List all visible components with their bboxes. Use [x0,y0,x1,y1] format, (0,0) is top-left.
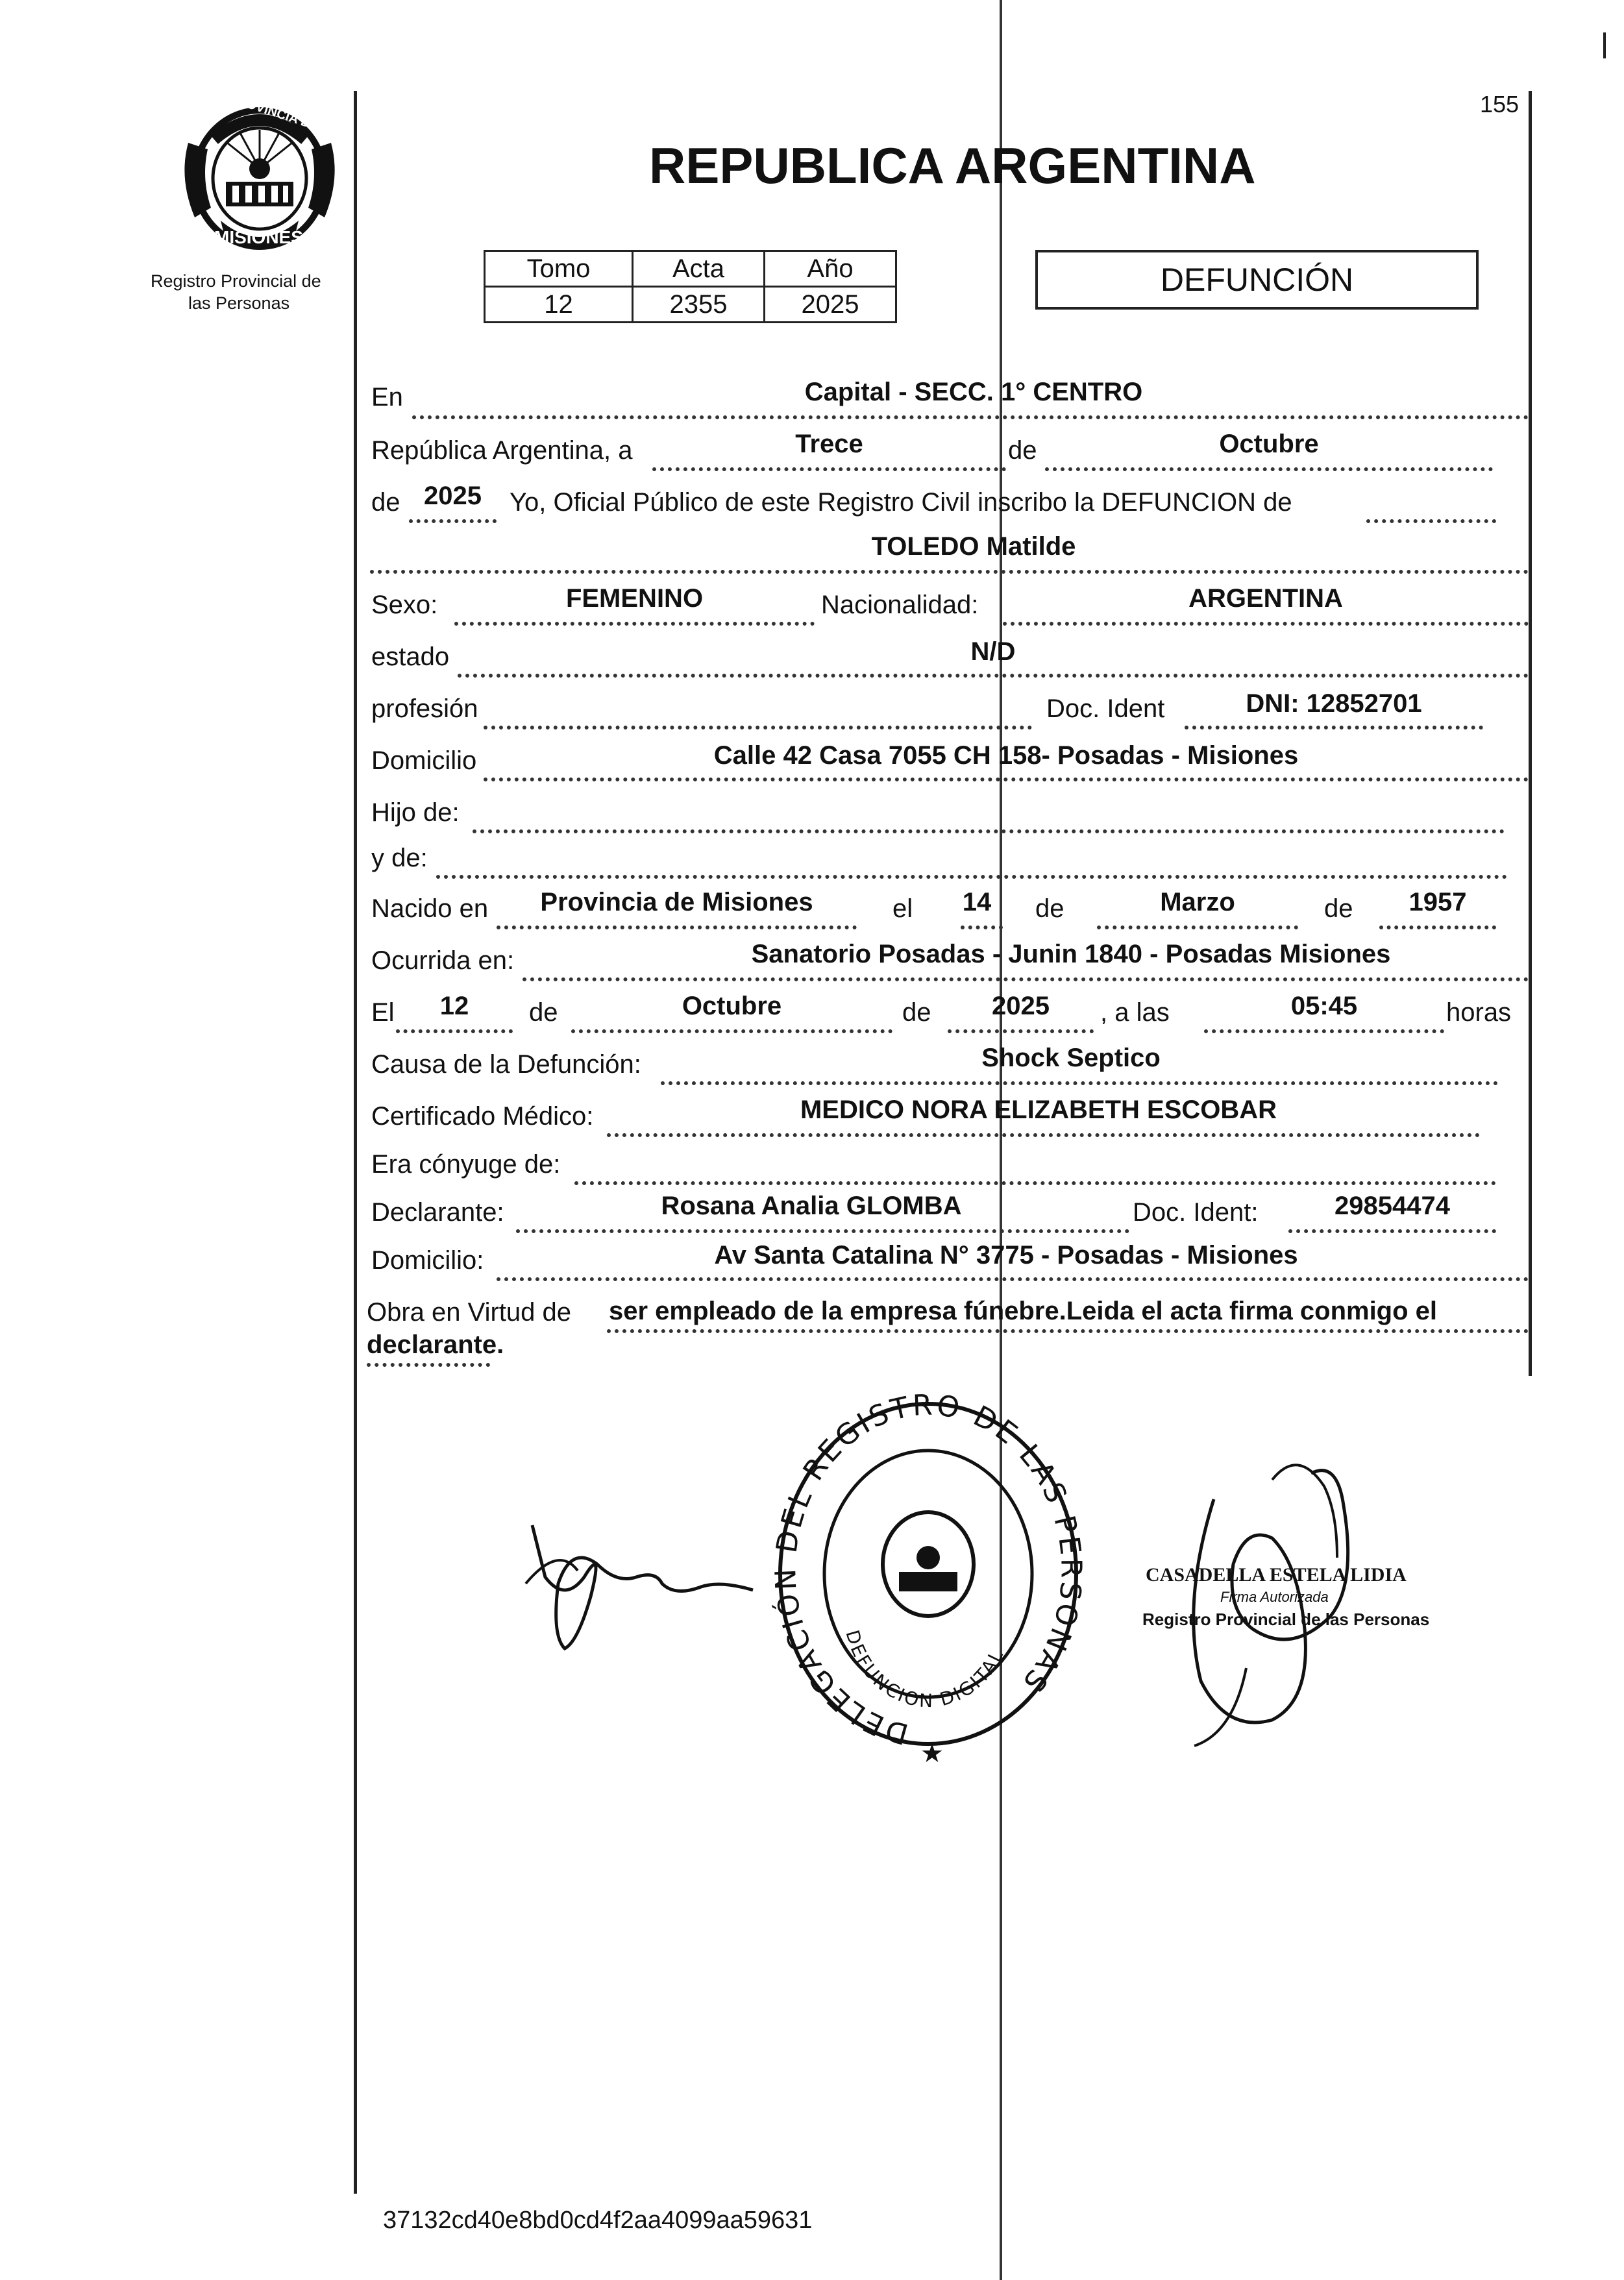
page-title: REPUBLICA ARGENTINA [649,137,1256,194]
record-value-ano: 2025 [765,287,896,323]
registry-line-2: las Personas [188,293,290,313]
estado-dots [458,674,1529,678]
fecha-month-value: Octubre [682,992,782,1020]
republica-label: República Argentina, a [371,436,633,465]
declarante-doc-value: 29854474 [1335,1192,1450,1220]
en-value: Capital - SECC. 1° CENTRO [804,378,1143,406]
profesion-label: profesión [371,694,478,723]
republica-day-value: Trece [795,430,863,458]
certificado-value: MEDICO NORA ELIZABETH ESCOBAR [800,1096,1277,1124]
fecha-time-label: , a las [1100,998,1170,1027]
hijo-de-label: Hijo de: [371,798,460,827]
republica-day-dots [652,467,1006,471]
profesion-dots [484,726,1032,729]
year-value: 2025 [424,482,482,510]
domicilio2-dots [497,1277,1529,1281]
domicilio-label: Domicilio [371,746,477,775]
doc-ident-value: DNI: 12852701 [1246,689,1422,718]
nacido-place-value: Provincia de Misiones [540,888,813,916]
year-line-end-dots [1366,519,1496,523]
declarante-label: Declarante: [371,1198,504,1227]
document-hash: 37132cd40e8bd0cd4f2aa4099aa59631 [383,2207,813,2234]
certificado-dots [607,1133,1480,1137]
declarante-dots [516,1229,1129,1233]
record-header-ano: Año [765,251,896,287]
ocurrida-label: Ocurrida en: [371,946,515,975]
sexo-dots [454,622,815,626]
y-de-label: y de: [371,844,428,872]
fecha-time-value: 05:45 [1290,992,1358,1020]
scan-edge-mark [1603,32,1606,58]
fecha-horas-label: horas [1446,998,1512,1027]
nacido-de2-label: de [1324,894,1353,923]
republica-month-value: Octubre [1219,430,1319,458]
nacido-el-label: el [892,894,913,923]
deceased-name: TOLEDO Matilde [871,532,1076,561]
declarante-value: Rosana Analia GLOMBA [661,1192,962,1220]
officer-role: Firma Autorizada [1220,1589,1329,1605]
nacido-month-dots [1097,925,1298,929]
nacionalidad-dots [1003,622,1529,626]
estado-value: N/D [970,637,1016,666]
nacido-year-dots [1379,925,1496,929]
nacido-day-dots [961,925,1003,929]
ocurrida-value: Sanatorio Posadas - Junin 1840 - Posadas Misiones [751,940,1391,968]
seal-text-bottom: MISIONES [214,227,303,247]
causa-value: Shock Septico [981,1044,1161,1072]
officer-org: Registro Provincial de las Personas [1142,1610,1430,1629]
obra-label: Obra en Virtud de [367,1298,572,1327]
document-type-box: DEFUNCIÓN [1035,250,1479,310]
officer-name: CASADELLA ESTELA LIDIA [1146,1564,1407,1586]
stamp-inner-text: DEFUNCION DIGITAL [841,1627,1009,1712]
record-table [484,250,897,323]
fecha-year-value: 2025 [992,992,1050,1020]
seal-text-top: PROVINCIA DE [227,91,321,134]
record-value-acta: 2355 [633,287,765,323]
fecha-day-dots [396,1029,513,1033]
republica-de-label: de [1008,436,1037,465]
en-dots [412,415,1529,419]
sexo-label: Sexo: [371,591,438,619]
obra-cont-dots [367,1363,490,1367]
name-dots [370,570,1529,574]
fecha-el-label: El [371,998,395,1027]
obra-dots [607,1329,1529,1333]
en-label: En [371,383,403,411]
svg-text:★: ★ [920,1739,944,1769]
left-margin-rule [354,91,357,2194]
year-line-text: Yo, Oficial Público de este Registro Civil inscribo la DEFUNCION de [510,488,1292,517]
record-header-tomo: Tomo [485,251,633,287]
right-margin-rule [1529,91,1532,1376]
conyuge-dots [574,1181,1496,1185]
nacido-place-dots [497,925,857,929]
nacido-de-label: de [1035,894,1064,923]
causa-dots [661,1081,1498,1085]
y-de-dots [436,875,1507,879]
record-header-acta: Acta [633,251,765,287]
nacido-day-value: 14 [962,888,992,916]
domicilio-value: Calle 42 Casa 7055 CH 158- Posadas - Misiones [713,741,1299,770]
year-de-label: de [371,488,400,517]
conyuge-label: Era cónyuge de: [371,1150,561,1179]
delegation-stamp-icon [769,1388,1088,1769]
ocurrida-dots [523,977,1529,981]
declarant-signature [506,1506,779,1661]
stamp-outer-text: DELEGACIÓN DEL REGISTRO DE LAS PERSONAS [769,1388,1088,1751]
scan-artifact-line [1000,0,1002,2280]
obra-value: ser empleado de la empresa fúnebre.Leida el acta firma conmigo el [609,1297,1438,1325]
nacido-label: Nacido en [371,894,489,923]
svg-text:DEFUNCION DIGITAL [841,1628,1008,1711]
fecha-de-label: de [529,998,558,1027]
fecha-de2-label: de [902,998,931,1027]
estado-label: estado [371,643,450,671]
nacionalidad-label: Nacionalidad: [821,591,979,619]
doc-ident-dots [1185,726,1483,729]
doc-ident-label: Doc. Ident [1046,694,1165,723]
nacionalidad-value: ARGENTINA [1188,584,1343,613]
fecha-time-dots [1204,1029,1444,1033]
domicilio2-label: Domicilio: [371,1246,484,1275]
certificado-label: Certificado Médico: [371,1102,594,1131]
page-number: 155 [1480,91,1519,117]
domicilio-dots [484,778,1529,781]
year-dots [409,519,497,523]
fecha-month-dots [571,1029,892,1033]
registry-line-1: Registro Provincial de [151,271,321,291]
fecha-day-value: 12 [439,992,469,1020]
hijo-de-dots [473,829,1505,833]
domicilio2-value: Av Santa Catalina N° 3775 - Posadas - Misiones [714,1241,1298,1269]
declarante-doc-dots [1288,1229,1496,1233]
obra-value-cont: declarante. [367,1330,504,1359]
sexo-value: FEMENINO [565,584,704,613]
nacido-month-value: Marzo [1160,888,1235,916]
causa-label: Causa de la Defunción: [371,1050,641,1079]
republica-month-dots [1045,467,1493,471]
declarante-doc-label: Doc. Ident: [1133,1198,1259,1227]
record-value-tomo: 12 [485,287,633,323]
nacido-year-value: 1957 [1409,888,1467,916]
fecha-year-dots [948,1029,1094,1033]
